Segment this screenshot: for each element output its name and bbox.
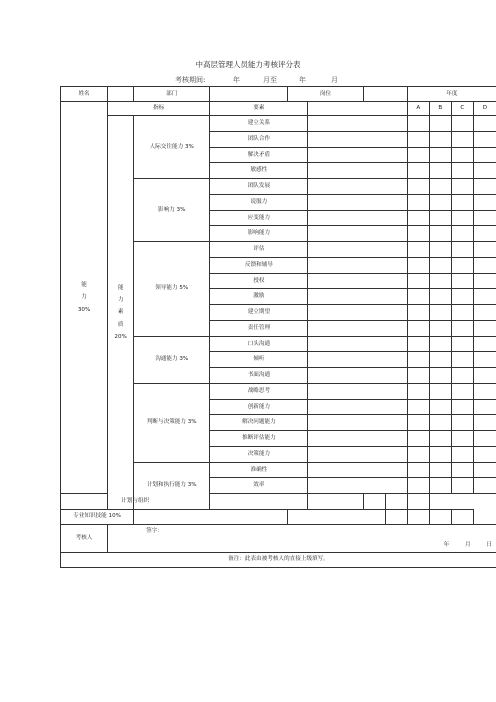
grade-a-cell[interactable]: [407, 320, 429, 336]
review-row: [61, 524, 496, 552]
grade-b-cell[interactable]: [429, 320, 451, 336]
quality-char: 素: [117, 309, 124, 316]
factor-name: 影响能力: [210, 226, 308, 242]
grade-c-cell[interactable]: [451, 226, 473, 242]
grade-a-cell[interactable]: [407, 383, 429, 399]
grade-a-cell[interactable]: [407, 179, 429, 195]
grade-c-cell[interactable]: [451, 305, 473, 321]
grade-b-cell[interactable]: [429, 352, 451, 368]
grade-a-cell[interactable]: [407, 194, 429, 210]
grade-c-cell[interactable]: [451, 163, 473, 179]
grade-d-cell[interactable]: [473, 305, 496, 321]
grade-b-cell[interactable]: [429, 446, 451, 462]
factor-notes[interactable]: [308, 462, 407, 478]
factor-name: 口头沟通: [210, 336, 308, 352]
quality-char: 能: [117, 284, 124, 291]
grade-c-cell[interactable]: [451, 116, 473, 132]
grade-d-cell[interactable]: [473, 210, 496, 226]
grade-b-cell[interactable]: [429, 242, 451, 258]
factor-notes[interactable]: [308, 273, 407, 289]
grade-c-cell[interactable]: [451, 383, 473, 399]
evaluation-table: [60, 86, 496, 568]
grade-a-cell[interactable]: [407, 478, 429, 494]
grade-b-cell[interactable]: [429, 305, 451, 321]
grade-c-cell[interactable]: [451, 352, 473, 368]
grade-d-cell[interactable]: [473, 383, 496, 399]
factor-name: 推断评估能力: [210, 431, 308, 447]
grade-d-cell[interactable]: [473, 368, 496, 384]
factor-name: 解决矛盾: [210, 147, 308, 163]
quality-char: 力: [117, 296, 124, 303]
grade-b-cell[interactable]: [429, 383, 451, 399]
factor-name: 激励: [210, 289, 308, 305]
factor-name: 建立关系: [210, 116, 308, 132]
factor-notes[interactable]: [308, 131, 407, 147]
professional-row: [61, 509, 496, 524]
ability-weight: 30%: [77, 306, 91, 313]
factor-notes[interactable]: [308, 194, 407, 210]
signature-date: 年 月 日: [443, 542, 492, 549]
factor-name: 敏感性: [210, 163, 308, 179]
factor-notes[interactable]: [308, 289, 407, 305]
grade-a-header: A: [407, 102, 429, 116]
year-label: 年度: [407, 87, 496, 102]
grade-a-cell[interactable]: [407, 131, 429, 147]
period-year-2: 年: [299, 76, 306, 84]
form-title: 中高层管理人员能力考核评分表: [195, 60, 301, 69]
dept-input[interactable]: [210, 87, 288, 102]
factor-notes[interactable]: [210, 494, 308, 510]
grade-a-cell[interactable]: [407, 399, 429, 415]
grade-d-cell[interactable]: [473, 462, 496, 478]
factor-row: [61, 494, 496, 510]
note-text: 备注：此表由被考核人的直接上级填写。: [61, 552, 496, 567]
subheader-row: [61, 102, 496, 116]
factor-name: 决策能力: [210, 446, 308, 462]
factor-name: 说服力: [210, 194, 308, 210]
grade-d-cell[interactable]: [473, 242, 496, 258]
grade-a-cell[interactable]: [407, 431, 429, 447]
grade-d-header: D: [473, 102, 496, 116]
grade-d-cell[interactable]: [473, 352, 496, 368]
grade-c-cell[interactable]: [451, 131, 473, 147]
factor-name: 创新能力: [210, 399, 308, 415]
grade-a-cell[interactable]: [407, 289, 429, 305]
ability-cell: [61, 102, 108, 494]
factor-notes[interactable]: [308, 147, 407, 163]
factor-notes[interactable]: [308, 399, 407, 415]
grade-c-cell[interactable]: [385, 494, 407, 510]
factor-notes[interactable]: [308, 368, 407, 384]
factor-notes[interactable]: [308, 163, 407, 179]
grade-d-cell[interactable]: [473, 415, 496, 431]
factor-notes[interactable]: [308, 320, 407, 336]
grade-a-cell[interactable]: [407, 257, 429, 273]
factor-notes[interactable]: [308, 383, 407, 399]
factor-notes[interactable]: [308, 336, 407, 352]
grade-d-cell[interactable]: [473, 320, 496, 336]
grade-d-cell[interactable]: [473, 226, 496, 242]
grade-c-header: C: [451, 102, 473, 116]
factor-notes[interactable]: [308, 478, 407, 494]
factor-name: 团队合作: [210, 131, 308, 147]
grade-b-cell[interactable]: [363, 494, 385, 510]
factor-row: [61, 116, 496, 132]
indicator-name: 计划和执行能力 3%: [134, 462, 210, 509]
grade-b-cell[interactable]: [429, 399, 451, 415]
grade-d-cell[interactable]: [473, 163, 496, 179]
factor-name: 书面沟通: [210, 368, 308, 384]
grade-d-cell[interactable]: [473, 399, 496, 415]
grade-b-cell[interactable]: [429, 336, 451, 352]
indicator-header: 指标: [108, 102, 210, 116]
grade-a-cell[interactable]: [385, 509, 407, 524]
grade-a-cell[interactable]: [407, 116, 429, 132]
grade-b-cell[interactable]: [407, 509, 429, 524]
factor-notes[interactable]: [308, 179, 407, 195]
quality-cell: [108, 116, 134, 510]
grade-c-cell[interactable]: [451, 273, 473, 289]
grade-a-cell[interactable]: [407, 462, 429, 478]
grade-c-cell[interactable]: [451, 242, 473, 258]
factor-name: 责任管理: [210, 320, 308, 336]
factor-notes[interactable]: [308, 226, 407, 242]
grade-c-cell[interactable]: [451, 210, 473, 226]
grade-b-cell[interactable]: [429, 273, 451, 289]
grade-a-cell[interactable]: [407, 163, 429, 179]
grade-b-cell[interactable]: [429, 257, 451, 273]
grade-a-cell[interactable]: [407, 352, 429, 368]
grade-b-cell[interactable]: [429, 415, 451, 431]
grade-c-cell[interactable]: [429, 509, 451, 524]
grade-b-cell[interactable]: [429, 289, 451, 305]
grade-d-cell[interactable]: [473, 194, 496, 210]
indicator-name: 判断与决策能力 3%: [134, 383, 210, 462]
note-row: [61, 552, 496, 567]
grade-b-cell[interactable]: [429, 116, 451, 132]
grade-b-cell[interactable]: [429, 131, 451, 147]
factor-name: 评估: [210, 242, 308, 258]
grade-d-cell[interactable]: [473, 336, 496, 352]
grade-c-cell[interactable]: [451, 446, 473, 462]
grade-a-cell[interactable]: [407, 368, 429, 384]
grade-c-cell[interactable]: [451, 289, 473, 305]
grade-d-cell[interactable]: [473, 179, 496, 195]
grade-d-cell[interactable]: [473, 273, 496, 289]
factor-notes[interactable]: [308, 257, 407, 273]
grade-c-cell[interactable]: [451, 399, 473, 415]
reviewer-signature-area[interactable]: [108, 524, 496, 552]
grade-b-cell[interactable]: [429, 163, 451, 179]
factor-name: 准确性: [210, 462, 308, 478]
indicator-name: 人际交往能力 3%: [134, 116, 210, 179]
grade-c-cell[interactable]: [451, 415, 473, 431]
grade-d-cell[interactable]: [473, 289, 496, 305]
dept-label: 部门: [134, 87, 210, 102]
indicator-name: 领导能力 5%: [134, 242, 210, 337]
factor-notes[interactable]: [308, 352, 407, 368]
factor-name: 倾听: [210, 352, 308, 368]
factor-name: 建立期望: [210, 305, 308, 321]
grade-a-cell[interactable]: [407, 210, 429, 226]
indicator-name: 影响力 3%: [134, 179, 210, 242]
professional-label: 专业知识技能 10%: [61, 509, 134, 524]
ability-char: 能: [81, 282, 87, 289]
header-row: [61, 87, 496, 102]
factor-name: 计划与组织: [61, 494, 210, 510]
grade-a-cell[interactable]: [407, 226, 429, 242]
period-label: 考核期间:: [175, 76, 206, 84]
indicator-name: 沟通能力 3%: [134, 336, 210, 383]
grade-b-header: B: [429, 102, 451, 116]
grade-b-cell[interactable]: [429, 226, 451, 242]
grade-d-cell[interactable]: [473, 131, 496, 147]
grade-d-cell[interactable]: [473, 478, 496, 494]
grade-b-cell[interactable]: [429, 462, 451, 478]
grade-b-cell[interactable]: [429, 179, 451, 195]
reviewer-label: 考核人: [61, 524, 108, 552]
factor-name: 反馈和辅导: [210, 257, 308, 273]
grade-d-cell[interactable]: [473, 431, 496, 447]
grade-c-cell[interactable]: [451, 431, 473, 447]
position-input[interactable]: [363, 87, 407, 102]
factor-notes[interactable]: [308, 431, 407, 447]
grade-a-cell[interactable]: [407, 336, 429, 352]
name-label: 姓名: [61, 87, 108, 102]
grade-c-cell[interactable]: [451, 179, 473, 195]
grade-b-cell[interactable]: [429, 431, 451, 447]
grade-c-cell[interactable]: [451, 147, 473, 163]
factor-name: 授权: [210, 273, 308, 289]
grade-c-cell[interactable]: [451, 478, 473, 494]
grade-a-cell[interactable]: [407, 446, 429, 462]
factor-name: 应变能力: [210, 210, 308, 226]
position-label: 岗位: [288, 87, 363, 102]
grade-b-cell[interactable]: [429, 210, 451, 226]
quality-char: 质: [117, 321, 124, 328]
grade-d-cell[interactable]: [473, 116, 496, 132]
grade-a-cell[interactable]: [407, 147, 429, 163]
name-input[interactable]: [108, 87, 134, 102]
professional-notes[interactable]: [288, 509, 385, 524]
factor-notes[interactable]: [308, 210, 407, 226]
grade-b-cell[interactable]: [429, 194, 451, 210]
grade-d-cell[interactable]: [473, 446, 496, 462]
grade-c-cell[interactable]: [451, 320, 473, 336]
factor-name: 效率: [210, 478, 308, 494]
factor-notes[interactable]: [308, 116, 407, 132]
period-month-to: 月至: [263, 76, 277, 84]
grade-d-cell[interactable]: [451, 509, 473, 524]
factor-notes[interactable]: [308, 415, 407, 431]
professional-factor[interactable]: [134, 509, 288, 524]
grade-d-cell[interactable]: [407, 494, 429, 510]
grade-a-cell[interactable]: [308, 494, 363, 510]
factor-notes[interactable]: [308, 305, 407, 321]
factor-name: 团队发展: [210, 179, 308, 195]
period-month-2: 月: [331, 76, 338, 84]
grade-c-cell[interactable]: [451, 336, 473, 352]
factor-notes[interactable]: [308, 242, 407, 258]
grade-c-cell[interactable]: [451, 368, 473, 384]
period-year-1: 年: [233, 76, 240, 84]
grade-b-cell[interactable]: [429, 478, 451, 494]
factor-header: 要素: [210, 102, 308, 116]
grade-c-cell[interactable]: [451, 194, 473, 210]
grade-d-cell[interactable]: [473, 147, 496, 163]
grade-d-cell[interactable]: [473, 257, 496, 273]
ability-char: 力: [81, 294, 87, 301]
factor-name: 战略思考: [210, 383, 308, 399]
grade-a-cell[interactable]: [407, 305, 429, 321]
grade-a-cell[interactable]: [407, 242, 429, 258]
grade-b-cell[interactable]: [429, 147, 451, 163]
factor-notes[interactable]: [308, 446, 407, 462]
signature-label: 签字：: [146, 527, 163, 534]
factor-header-blank: [308, 102, 407, 116]
quality-char: 20%: [114, 333, 127, 340]
grade-a-cell[interactable]: [407, 415, 429, 431]
grade-b-cell[interactable]: [429, 368, 451, 384]
grade-c-cell[interactable]: [451, 462, 473, 478]
grade-c-cell[interactable]: [451, 257, 473, 273]
grade-a-cell[interactable]: [407, 273, 429, 289]
factor-name: 解决问题能力: [210, 415, 308, 431]
